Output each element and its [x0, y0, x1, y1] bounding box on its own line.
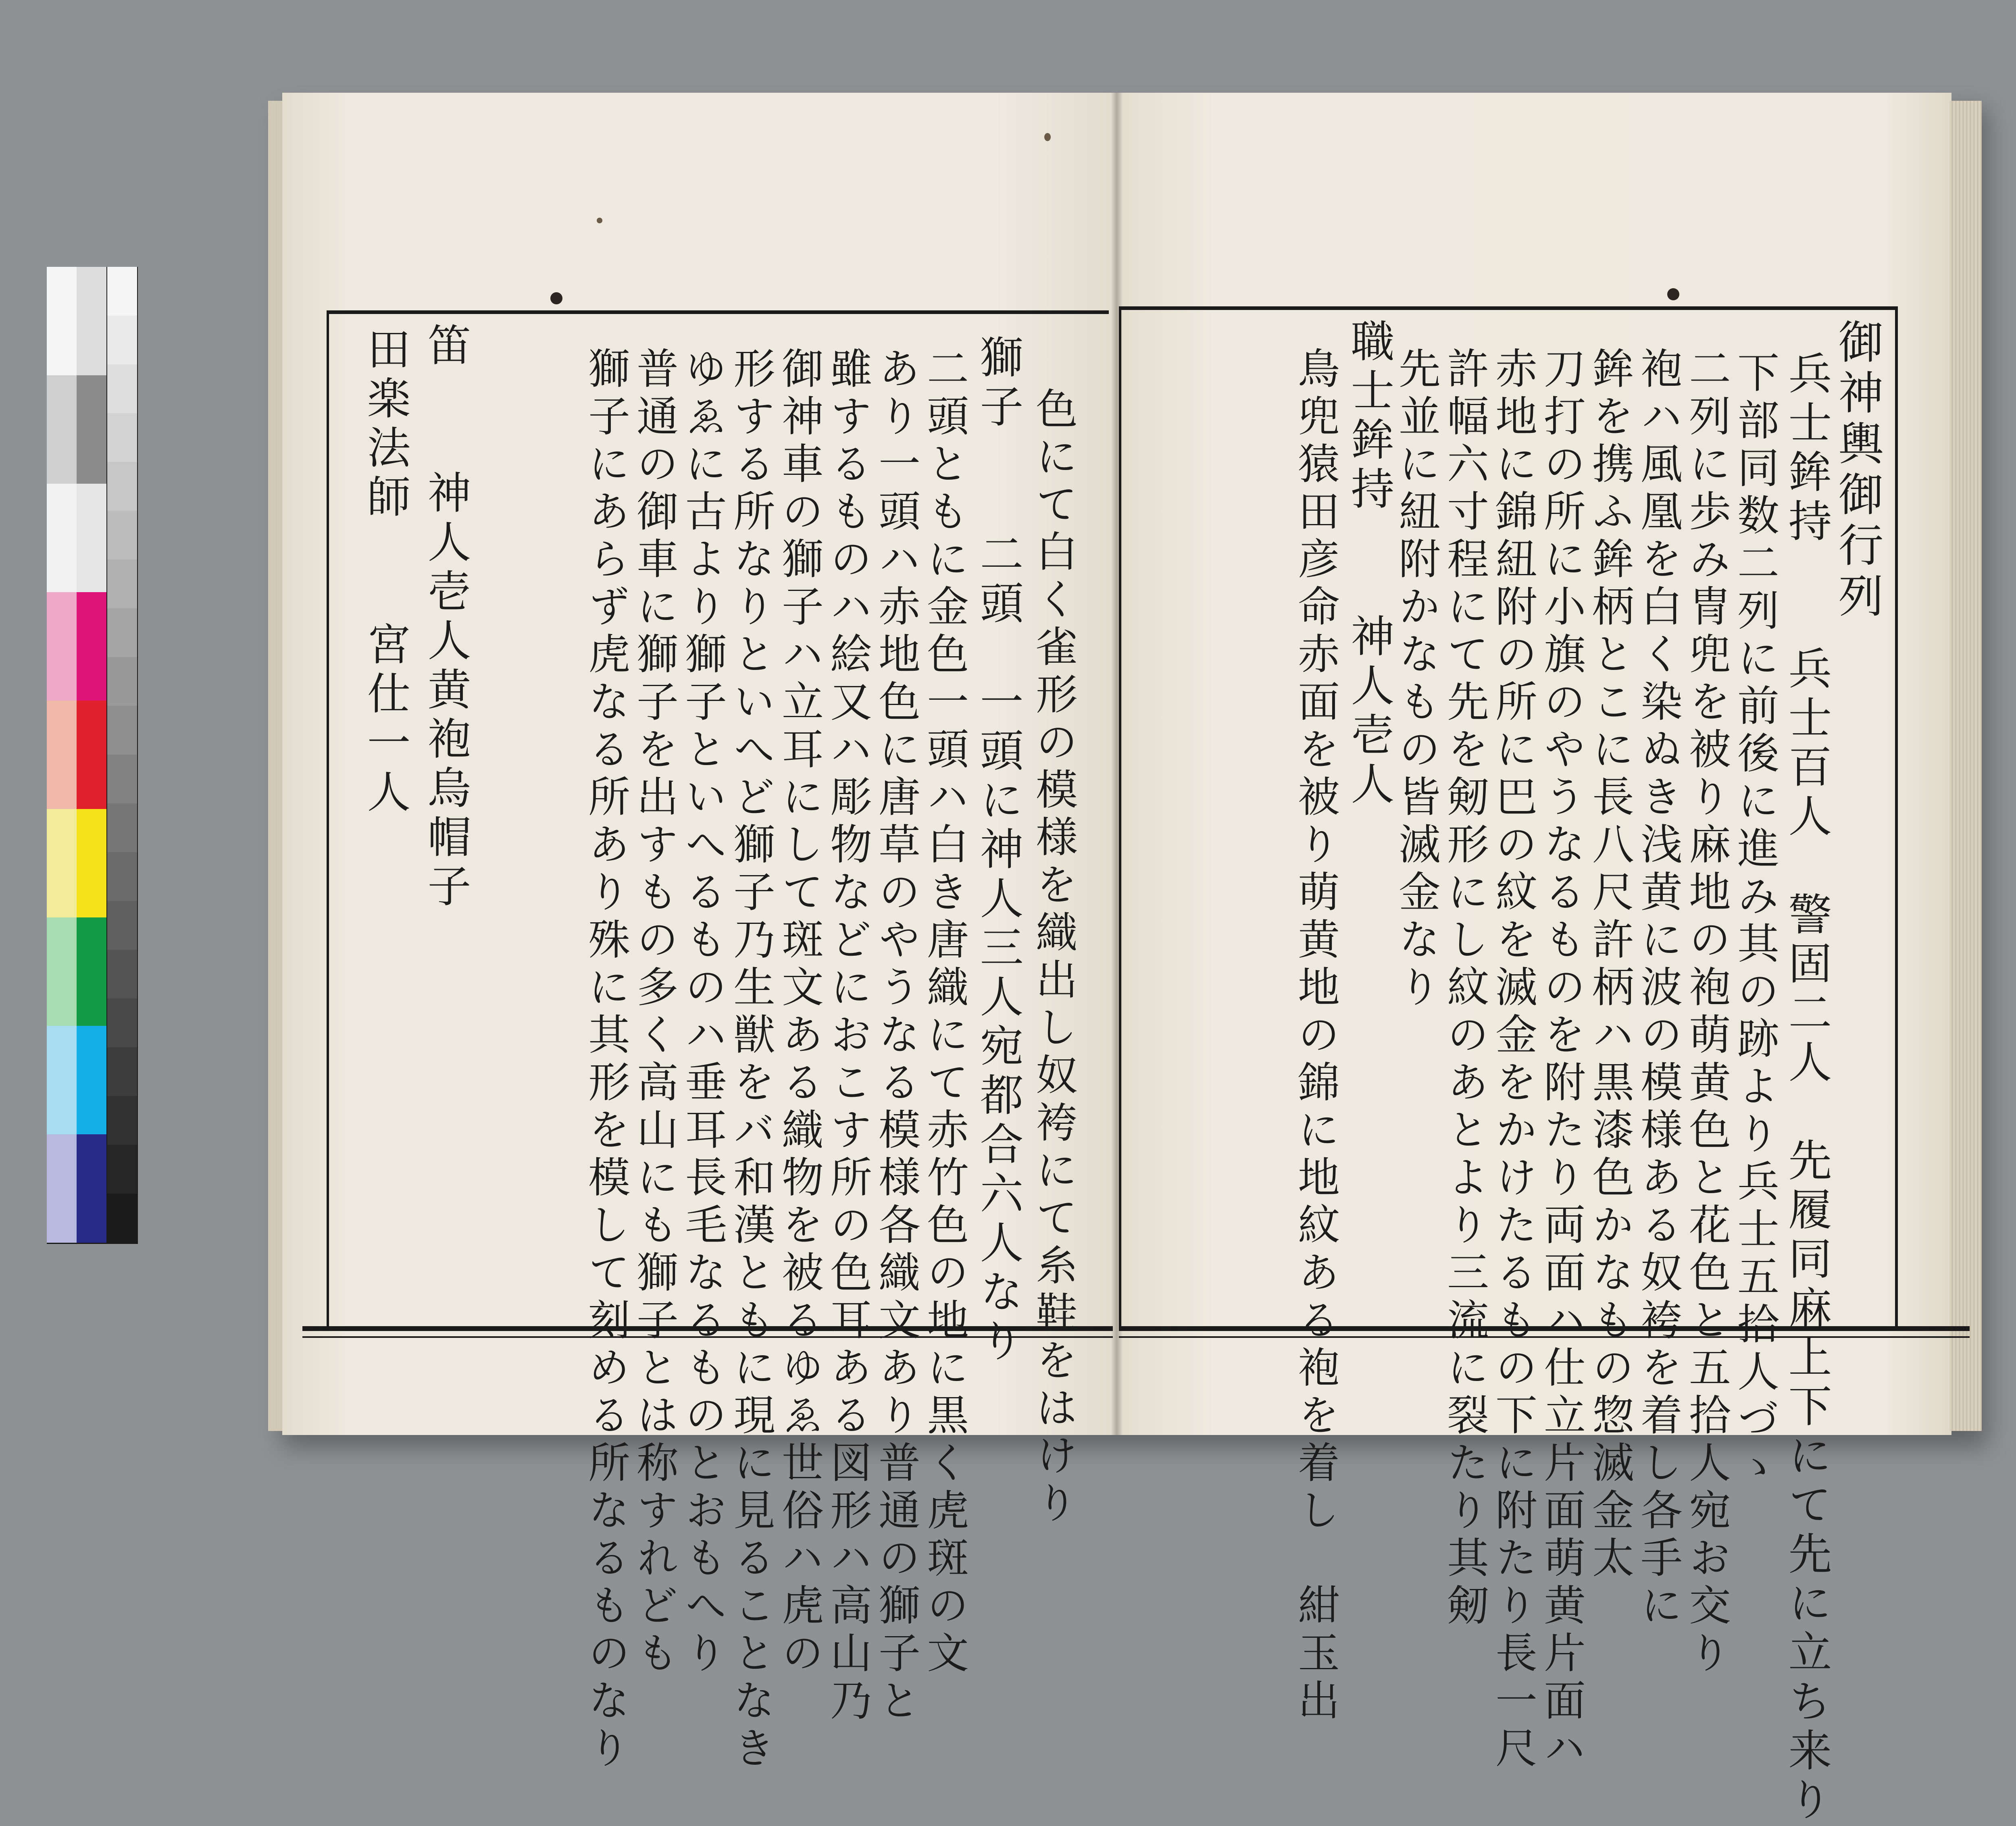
swatch-green-light — [47, 917, 77, 1026]
swatch-gray-dark — [77, 375, 106, 484]
left-frame-left-lower — [327, 524, 329, 1326]
gray-step — [107, 511, 137, 559]
swatch-red-light — [47, 701, 77, 809]
gray-step — [107, 1096, 137, 1145]
right-line-0: 御神輿御行列 — [1831, 318, 1883, 623]
gray-step — [107, 364, 137, 413]
swatch-white2-dark — [77, 484, 106, 592]
gray-step — [107, 950, 137, 998]
right-line-10: 職士鉾持 神人壱人 — [1343, 318, 1394, 810]
left-frame-left — [327, 310, 329, 524]
gray-step — [107, 1047, 137, 1096]
gray-step — [107, 657, 137, 706]
right-line-5: 鉾を携ふ鉾柄とこに長八尺許柄ハ黒漆色かなもの惣滅金太 — [1585, 347, 1634, 1583]
left-frame-top — [327, 310, 1109, 314]
binding-hole — [1667, 288, 1679, 300]
left-line-1: 獅子 二頭 一頭に神人三人宛都合六人なり — [973, 335, 1023, 1367]
gray-step — [107, 1194, 137, 1242]
gray-step — [107, 559, 137, 608]
gray-step — [107, 1145, 137, 1194]
swatch-cyan-dark — [77, 1026, 106, 1134]
right-frame-top — [1119, 306, 1897, 310]
swatch-yellow-light — [47, 809, 77, 917]
left-line-9: 獅子にあらず虎なる所あり殊に其形を模して刻める所なるものなり — [581, 347, 630, 1774]
swatch-white2-light — [47, 484, 77, 592]
swatch-cyan-light — [47, 1026, 77, 1134]
right-line-9: 先並に紐附かなもの皆滅金なり — [1391, 347, 1441, 1013]
left-line-5: 御神車の獅子ハ立耳にして斑文ある織物を被るゆゑ世俗ハ虎の — [775, 347, 824, 1678]
gray-step — [107, 462, 137, 511]
right-line-7: 赤地に錦紐附の所に巴の紋を滅金をかけたるもの下に附たり長一尺 — [1488, 347, 1537, 1774]
left-line-2: 二頭ともに金色一頭ハ白き唐織にて赤竹色の地に黒く虎斑の文 — [920, 347, 969, 1678]
swatch-red-dark — [77, 701, 106, 809]
left-line-6: 形する所なりといへど獅子乃生獣をバ和漢ともに現に見ることなき — [726, 347, 775, 1774]
gray-step — [107, 608, 137, 657]
left-line-8: 普通の御車に獅子を出すもの多く高山にも獅子とは称すれども — [629, 347, 679, 1678]
gray-step — [107, 706, 137, 755]
swatch-green-dark — [77, 917, 106, 1026]
swatch-white-dark — [77, 267, 106, 375]
swatch-blue-dark — [77, 1134, 106, 1243]
gray-step — [107, 755, 137, 803]
left-line-4: 雖するものハ絵又ハ彫物などにおこす所の色耳ある図形ハ高山乃 — [823, 347, 872, 1726]
swatch-blue-light — [47, 1134, 77, 1243]
gray-step — [107, 998, 137, 1047]
page-spot — [597, 218, 602, 223]
page-spot — [1044, 133, 1051, 141]
gray-step — [107, 267, 137, 316]
gray-step — [107, 803, 137, 852]
right-frame-left — [1119, 306, 1121, 1326]
binding-hole — [550, 292, 562, 304]
gray-step — [107, 316, 137, 364]
right-frame-right — [1895, 306, 1898, 1326]
left-line-3: あり一頭ハ赤地色に唐草のやうなる模様各織文あり普通の獅子と — [871, 347, 921, 1726]
right-line-4: 袍ハ風凰を白く染ぬき浅黄に波の模様ある奴袴を着し各手に — [1633, 347, 1683, 1631]
right-line-8: 許幅六寸程にて先を剱形にし紋のあとより三流に裂たり其剱 — [1440, 347, 1489, 1631]
book-edge-left — [268, 101, 284, 1431]
color-calibration-bar — [47, 267, 138, 1244]
gray-step — [107, 901, 137, 950]
swatch-magenta-light — [47, 592, 77, 701]
left-line-7: ゆゑに古より獅子といへるものハ垂耳長毛なるものとおもへり — [678, 347, 727, 1678]
swatch-yellow-dark — [77, 809, 106, 917]
left-line-0: 色にて白く雀形の模様を織出し奴袴にて糸鞋をはけり — [1029, 387, 1078, 1529]
book-edge-right — [1949, 101, 1982, 1431]
swatch-white-light — [47, 267, 77, 375]
swatch-gray-light — [47, 375, 77, 484]
right-line-2: 下部同数二列に前後に進み其の跡より兵士五拾人づゝ — [1730, 351, 1779, 1492]
gray-step — [107, 413, 137, 462]
right-line-11: 鳥兜猿田彦命赤面を被り萌黄地の錦に地紋ある袍を着し 紺玉出 — [1291, 347, 1340, 1726]
left-line-11: 田楽法師 宮仕一人 — [360, 327, 410, 818]
gray-step — [107, 852, 137, 901]
right-line-1: 兵士鉾持 兵士百人 警固二人 先履同麻上下にて先に立ち来り — [1781, 351, 1831, 1826]
swatch-magenta-dark — [77, 592, 106, 701]
right-line-3: 二列に歩み冑兜を被り麻地の袍萌黄色と花色と五拾人宛お交り — [1682, 347, 1731, 1678]
left-line-10: 笛 神人壱人黄袍烏帽子 — [420, 322, 471, 913]
right-line-6: 刀打の所に小旗のやうなるものを附たり両面ハ仕立片面萌黄片面ハ — [1537, 347, 1586, 1774]
